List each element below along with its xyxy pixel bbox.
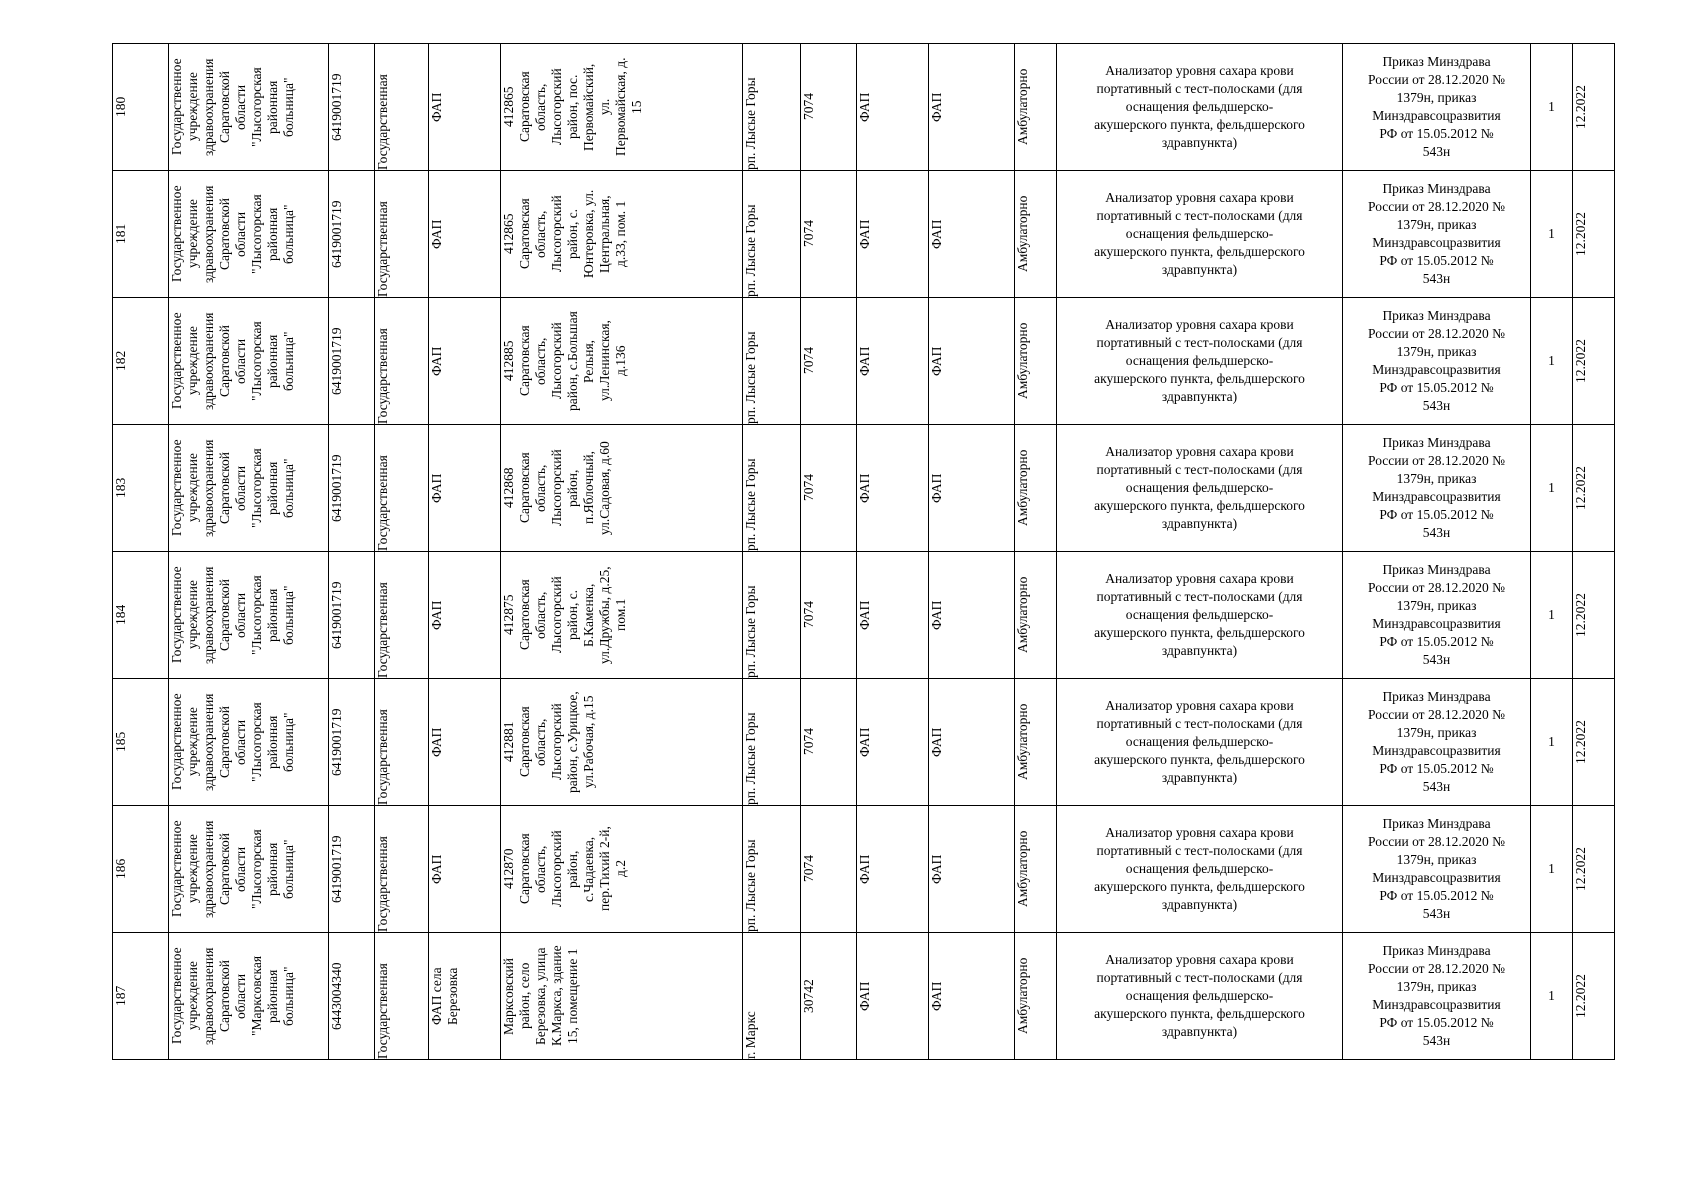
cell-type bbox=[857, 679, 929, 806]
unit-text: ФАП bbox=[429, 346, 444, 376]
code-text: 7074 bbox=[801, 855, 816, 883]
cell-ownership-form bbox=[375, 425, 429, 552]
num-text: 181 bbox=[113, 223, 128, 245]
code-text: 7074 bbox=[801, 601, 816, 629]
inn-text: 6419001719 bbox=[329, 835, 344, 903]
cell-inn bbox=[329, 171, 375, 298]
cell-address bbox=[501, 679, 743, 806]
cell-inn bbox=[329, 806, 375, 933]
locality-text: г. Маркс bbox=[743, 1011, 758, 1059]
address-text: 412870 Саратовская область, Лысогорский район, с.Чадаевка, пер.Тихий 2-й, д.2 bbox=[501, 826, 628, 912]
qty-text: 1 bbox=[1548, 226, 1555, 241]
cell-type bbox=[857, 298, 929, 425]
cell-code bbox=[801, 552, 857, 679]
cell-quantity bbox=[1531, 298, 1573, 425]
type1-text: ФАП bbox=[857, 92, 872, 122]
care-text: Амбулаторно bbox=[1015, 68, 1030, 146]
cell-locality bbox=[743, 679, 801, 806]
table-row bbox=[113, 425, 1615, 552]
cell-unit-name bbox=[429, 679, 501, 806]
cell-care-form bbox=[1015, 552, 1057, 679]
cell-type bbox=[857, 806, 929, 933]
cell-date bbox=[1573, 679, 1615, 806]
cell-quantity bbox=[1531, 679, 1573, 806]
form-text: Государственная bbox=[375, 455, 390, 551]
cell-inn bbox=[329, 552, 375, 679]
cell-regulation bbox=[1343, 679, 1531, 806]
cell-type bbox=[857, 44, 929, 171]
cell-quantity bbox=[1531, 171, 1573, 298]
care-text: Амбулаторно bbox=[1015, 703, 1030, 781]
inn-text: 6419001719 bbox=[329, 327, 344, 395]
cell-equipment bbox=[1057, 933, 1343, 1060]
desc-text: Анализатор уровня сахара крови портативный с тест-полосками (для оснащения фельдшерско- акушерского пункта, фельдшерского здравпункта) bbox=[1094, 63, 1305, 150]
cell-code bbox=[801, 425, 857, 552]
type2-text: ФАП bbox=[929, 473, 944, 503]
type2-text: ФАП bbox=[929, 600, 944, 630]
num-text: 185 bbox=[113, 731, 128, 753]
cell-address bbox=[501, 171, 743, 298]
qty-text: 1 bbox=[1548, 353, 1555, 368]
address-text: 412881 Саратовская область, Лысогорский район, с.Урицкое, ул.Рабочая, д.15 bbox=[501, 691, 596, 793]
order-text: Приказ Минздрава России от 28.12.2020 № 1379н, приказ Минздравсоцразвития РФ от 15.05.2012 № 543н bbox=[1368, 308, 1505, 413]
num-text: 180 bbox=[113, 96, 128, 118]
qty-text: 1 bbox=[1548, 734, 1555, 749]
cell-number bbox=[113, 425, 169, 552]
cell-address bbox=[501, 552, 743, 679]
cell-number bbox=[113, 171, 169, 298]
cell-care-form bbox=[1015, 425, 1057, 552]
cell-equipment bbox=[1057, 806, 1343, 933]
locality-text: рп. Лысые Горы bbox=[743, 839, 758, 932]
type1-text: ФАП bbox=[857, 981, 872, 1011]
cell-type bbox=[857, 552, 929, 679]
cell-organization bbox=[169, 44, 329, 171]
num-text: 187 bbox=[113, 985, 128, 1007]
cell-organization bbox=[169, 552, 329, 679]
locality-text: рп. Лысые Горы bbox=[743, 585, 758, 678]
order-text: Приказ Минздрава России от 28.12.2020 № 1379н, приказ Минздравсоцразвития РФ от 15.05.2012 № 543н bbox=[1368, 435, 1505, 540]
cell-care-form bbox=[1015, 171, 1057, 298]
unit-text: ФАП bbox=[429, 219, 444, 249]
cell-regulation bbox=[1343, 425, 1531, 552]
code-text: 30742 bbox=[801, 979, 816, 1013]
cell-unit-name bbox=[429, 933, 501, 1060]
cell-organization bbox=[169, 679, 329, 806]
date-text: 12.2022 bbox=[1573, 974, 1588, 1018]
inn-text: 6443004340 bbox=[329, 962, 344, 1030]
cell-ownership-form bbox=[375, 552, 429, 679]
cell-inn bbox=[329, 298, 375, 425]
date-text: 12.2022 bbox=[1573, 339, 1588, 383]
order-text: Приказ Минздрава России от 28.12.2020 № 1379н, приказ Минздравсоцразвития РФ от 15.05.2012 № 543н bbox=[1368, 54, 1505, 159]
desc-text: Анализатор уровня сахара крови портативный с тест-полосками (для оснащения фельдшерско- акушерского пункта, фельдшерского здравпункта) bbox=[1094, 571, 1305, 658]
table-row bbox=[113, 679, 1615, 806]
cell-number bbox=[113, 806, 169, 933]
table-row bbox=[113, 44, 1615, 171]
date-text: 12.2022 bbox=[1573, 85, 1588, 129]
date-text: 12.2022 bbox=[1573, 847, 1588, 891]
cell-care-form bbox=[1015, 806, 1057, 933]
code-text: 7074 bbox=[801, 728, 816, 756]
cell-ownership-form bbox=[375, 679, 429, 806]
desc-text: Анализатор уровня сахара крови портативный с тест-полосками (для оснащения фельдшерско- акушерского пункта, фельдшерского здравпункта) bbox=[1094, 825, 1305, 912]
org-text: Государственное учреждение здравоохранения Саратовской области "Лысогорская районная больница" bbox=[169, 693, 296, 791]
cell-care-form bbox=[1015, 44, 1057, 171]
address-text: 412868 Саратовская область, Лысогорский район, п.Яблочный, ул.Садовая, д.60 bbox=[501, 441, 612, 535]
unit-text: ФАП bbox=[429, 92, 444, 122]
unit-text: ФАП bbox=[429, 727, 444, 757]
locality-text: рп. Лысые Горы bbox=[743, 712, 758, 805]
cell-inn bbox=[329, 933, 375, 1060]
order-text: Приказ Минздрава России от 28.12.2020 № 1379н, приказ Минздравсоцразвития РФ от 15.05.2012 № 543н bbox=[1368, 943, 1505, 1048]
qty-text: 1 bbox=[1548, 480, 1555, 495]
org-text: Государственное учреждение здравоохранения Саратовской области "Лысогорская районная больница" bbox=[169, 820, 296, 918]
cell-locality bbox=[743, 425, 801, 552]
cell-code bbox=[801, 679, 857, 806]
qty-text: 1 bbox=[1548, 99, 1555, 114]
type1-text: ФАП bbox=[857, 600, 872, 630]
cell-ownership-form bbox=[375, 806, 429, 933]
cell-ownership-form bbox=[375, 44, 429, 171]
desc-text: Анализатор уровня сахара крови портативный с тест-полосками (для оснащения фельдшерско- акушерского пункта, фельдшерского здравпункта) bbox=[1094, 444, 1305, 531]
cell-number bbox=[113, 679, 169, 806]
cell-inn bbox=[329, 44, 375, 171]
type1-text: ФАП bbox=[857, 854, 872, 884]
table-row bbox=[113, 933, 1615, 1060]
num-text: 183 bbox=[113, 477, 128, 499]
type2-text: ФАП bbox=[929, 854, 944, 884]
order-text: Приказ Минздрава России от 28.12.2020 № 1379н, приказ Минздравсоцразвития РФ от 15.05.2012 № 543н bbox=[1368, 816, 1505, 921]
cell-care-form bbox=[1015, 679, 1057, 806]
org-text: Государственное учреждение здравоохранения Саратовской области "Лысогорская районная больница" bbox=[169, 58, 296, 156]
order-text: Приказ Минздрава России от 28.12.2020 № 1379н, приказ Минздравсоцразвития РФ от 15.05.2012 № 543н bbox=[1368, 562, 1505, 667]
inn-text: 6419001719 bbox=[329, 73, 344, 141]
cell-number bbox=[113, 298, 169, 425]
qty-text: 1 bbox=[1548, 861, 1555, 876]
form-text: Государственная bbox=[375, 963, 390, 1059]
org-text: Государственное учреждение здравоохранения Саратовской области "Лысогорская районная больница" bbox=[169, 566, 296, 664]
cell-inn bbox=[329, 425, 375, 552]
table-row bbox=[113, 171, 1615, 298]
cell-ownership-form bbox=[375, 298, 429, 425]
cell-organization bbox=[169, 933, 329, 1060]
cell-date bbox=[1573, 552, 1615, 679]
cell-type bbox=[857, 425, 929, 552]
cell-quantity bbox=[1531, 552, 1573, 679]
cell-subtype bbox=[929, 44, 1015, 171]
date-text: 12.2022 bbox=[1573, 593, 1588, 637]
cell-regulation bbox=[1343, 44, 1531, 171]
cell-type bbox=[857, 933, 929, 1060]
cell-code bbox=[801, 298, 857, 425]
num-text: 182 bbox=[113, 350, 128, 372]
org-text: Государственное учреждение здравоохранения Саратовской области "Лысогорская районная больница" bbox=[169, 312, 296, 410]
cell-quantity bbox=[1531, 806, 1573, 933]
cell-equipment bbox=[1057, 425, 1343, 552]
cell-locality bbox=[743, 171, 801, 298]
care-text: Амбулаторно bbox=[1015, 322, 1030, 400]
equipment-table bbox=[112, 43, 1615, 1060]
cell-regulation bbox=[1343, 298, 1531, 425]
cell-organization bbox=[169, 806, 329, 933]
org-text: Государственное учреждение здравоохранения Саратовской области "Марксовская районная больница" bbox=[169, 947, 296, 1045]
cell-organization bbox=[169, 425, 329, 552]
num-text: 184 bbox=[113, 604, 128, 626]
table-row bbox=[113, 806, 1615, 933]
cell-locality bbox=[743, 298, 801, 425]
cell-address bbox=[501, 298, 743, 425]
cell-equipment bbox=[1057, 298, 1343, 425]
cell-code bbox=[801, 933, 857, 1060]
cell-address bbox=[501, 425, 743, 552]
code-text: 7074 bbox=[801, 347, 816, 375]
cell-subtype bbox=[929, 679, 1015, 806]
unit-text: ФАП bbox=[429, 854, 444, 884]
address-text: 412865 Саратовская область, Лысогорский район, с. Юнтеровка, ул. Центральная, д.33, пом. 1 bbox=[501, 189, 628, 279]
cell-regulation bbox=[1343, 171, 1531, 298]
cell-subtype bbox=[929, 425, 1015, 552]
cell-unit-name bbox=[429, 806, 501, 933]
form-text: Государственная bbox=[375, 74, 390, 170]
cell-date bbox=[1573, 933, 1615, 1060]
cell-unit-name bbox=[429, 298, 501, 425]
type2-text: ФАП bbox=[929, 727, 944, 757]
cell-locality bbox=[743, 552, 801, 679]
cell-quantity bbox=[1531, 933, 1573, 1060]
inn-text: 6419001719 bbox=[329, 454, 344, 522]
code-text: 7074 bbox=[801, 220, 816, 248]
cell-address bbox=[501, 44, 743, 171]
qty-text: 1 bbox=[1548, 607, 1555, 622]
cell-regulation bbox=[1343, 552, 1531, 679]
form-text: Государственная bbox=[375, 836, 390, 932]
cell-date bbox=[1573, 806, 1615, 933]
type2-text: ФАП bbox=[929, 981, 944, 1011]
cell-regulation bbox=[1343, 933, 1531, 1060]
qty-text: 1 bbox=[1548, 988, 1555, 1003]
care-text: Амбулаторно bbox=[1015, 195, 1030, 273]
locality-text: рп. Лысые Горы bbox=[743, 77, 758, 170]
cell-code bbox=[801, 44, 857, 171]
cell-unit-name bbox=[429, 425, 501, 552]
type2-text: ФАП bbox=[929, 346, 944, 376]
cell-unit-name bbox=[429, 171, 501, 298]
type1-text: ФАП bbox=[857, 219, 872, 249]
cell-care-form bbox=[1015, 933, 1057, 1060]
cell-equipment bbox=[1057, 552, 1343, 679]
cell-number bbox=[113, 552, 169, 679]
cell-ownership-form bbox=[375, 933, 429, 1060]
type1-text: ФАП bbox=[857, 727, 872, 757]
code-text: 7074 bbox=[801, 474, 816, 502]
care-text: Амбулаторно bbox=[1015, 576, 1030, 654]
locality-text: рп. Лысые Горы bbox=[743, 458, 758, 551]
cell-inn bbox=[329, 679, 375, 806]
cell-code bbox=[801, 806, 857, 933]
cell-number bbox=[113, 933, 169, 1060]
date-text: 12.2022 bbox=[1573, 466, 1588, 510]
cell-address bbox=[501, 806, 743, 933]
form-text: Государственная bbox=[375, 328, 390, 424]
inn-text: 6419001719 bbox=[329, 200, 344, 268]
unit-text: ФАП села Березовка bbox=[429, 967, 460, 1025]
type2-text: ФАП bbox=[929, 219, 944, 249]
date-text: 12.2022 bbox=[1573, 720, 1588, 764]
cell-subtype bbox=[929, 933, 1015, 1060]
table-row bbox=[113, 552, 1615, 679]
cell-code bbox=[801, 171, 857, 298]
cell-date bbox=[1573, 171, 1615, 298]
form-text: Государственная bbox=[375, 201, 390, 297]
num-text: 186 bbox=[113, 858, 128, 880]
cell-quantity bbox=[1531, 44, 1573, 171]
unit-text: ФАП bbox=[429, 473, 444, 503]
type2-text: ФАП bbox=[929, 92, 944, 122]
cell-number bbox=[113, 44, 169, 171]
org-text: Государственное учреждение здравоохранения Саратовской области "Лысогорская районная больница" bbox=[169, 185, 296, 283]
form-text: Государственная bbox=[375, 709, 390, 805]
cell-equipment bbox=[1057, 679, 1343, 806]
desc-text: Анализатор уровня сахара крови портативный с тест-полосками (для оснащения фельдшерско- акушерского пункта, фельдшерского здравпункта) bbox=[1094, 190, 1305, 277]
order-text: Приказ Минздрава России от 28.12.2020 № 1379н, приказ Минздравсоцразвития РФ от 15.05.2012 № 543н bbox=[1368, 181, 1505, 286]
address-text: 412875 Саратовская область, Лысогорский район, с. Б.Каменка, ул.Дружбы, д.25, пом.1 bbox=[501, 566, 628, 664]
locality-text: рп. Лысые Горы bbox=[743, 204, 758, 297]
cell-subtype bbox=[929, 298, 1015, 425]
cell-date bbox=[1573, 425, 1615, 552]
cell-quantity bbox=[1531, 425, 1573, 552]
cell-subtype bbox=[929, 806, 1015, 933]
cell-subtype bbox=[929, 552, 1015, 679]
cell-unit-name bbox=[429, 44, 501, 171]
care-text: Амбулаторно bbox=[1015, 449, 1030, 527]
cell-care-form bbox=[1015, 298, 1057, 425]
cell-unit-name bbox=[429, 552, 501, 679]
date-text: 12.2022 bbox=[1573, 212, 1588, 256]
type1-text: ФАП bbox=[857, 346, 872, 376]
inn-text: 6419001719 bbox=[329, 581, 344, 649]
form-text: Государственная bbox=[375, 582, 390, 678]
cell-date bbox=[1573, 298, 1615, 425]
cell-date bbox=[1573, 44, 1615, 171]
cell-locality bbox=[743, 44, 801, 171]
unit-text: ФАП bbox=[429, 600, 444, 630]
cell-organization bbox=[169, 298, 329, 425]
org-text: Государственное учреждение здравоохранения Саратовской области "Лысогорская районная больница" bbox=[169, 439, 296, 537]
desc-text: Анализатор уровня сахара крови портативный с тест-полосками (для оснащения фельдшерско- акушерского пункта, фельдшерского здравпункта) bbox=[1094, 698, 1305, 785]
cell-regulation bbox=[1343, 806, 1531, 933]
cell-type bbox=[857, 171, 929, 298]
cell-ownership-form bbox=[375, 171, 429, 298]
cell-address bbox=[501, 933, 743, 1060]
care-text: Амбулаторно bbox=[1015, 957, 1030, 1035]
inn-text: 6419001719 bbox=[329, 708, 344, 776]
care-text: Амбулаторно bbox=[1015, 830, 1030, 908]
address-text: Марксовский район, село Березовка, улица К.Маркса, здание 15, помещение 1 bbox=[501, 945, 580, 1047]
locality-text: рп. Лысые Горы bbox=[743, 331, 758, 424]
address-text: 412865 Саратовская область, Лысогорский район, пос. Первомайский, ул. Первомайская, д. 15 bbox=[501, 57, 644, 157]
table-row bbox=[113, 298, 1615, 425]
desc-text: Анализатор уровня сахара крови портативный с тест-полосками (для оснащения фельдшерско- акушерского пункта, фельдшерского здравпункта) bbox=[1094, 317, 1305, 404]
cell-equipment bbox=[1057, 44, 1343, 171]
cell-locality bbox=[743, 933, 801, 1060]
type1-text: ФАП bbox=[857, 473, 872, 503]
order-text: Приказ Минздрава России от 28.12.2020 № 1379н, приказ Минздравсоцразвития РФ от 15.05.2012 № 543н bbox=[1368, 689, 1505, 794]
code-text: 7074 bbox=[801, 93, 816, 121]
address-text: 412885 Саратовская область, Лысогорский район, с.Большая Рельня, ул.Ленинская, д.136 bbox=[501, 311, 628, 411]
desc-text: Анализатор уровня сахара крови портативный с тест-полосками (для оснащения фельдшерско- акушерского пункта, фельдшерского здравпункта) bbox=[1094, 952, 1305, 1039]
cell-subtype bbox=[929, 171, 1015, 298]
cell-equipment bbox=[1057, 171, 1343, 298]
cell-organization bbox=[169, 171, 329, 298]
cell-locality bbox=[743, 806, 801, 933]
